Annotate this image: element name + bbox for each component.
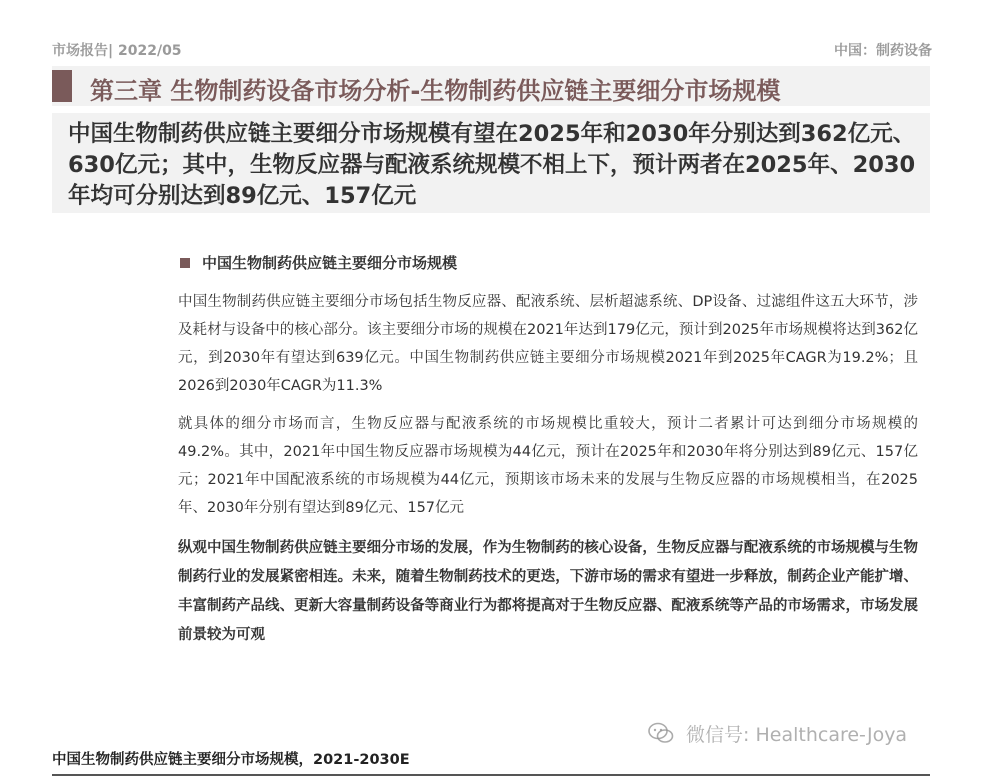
report-region-topic: 中国：制药设备 <box>834 43 932 59</box>
market-size-section <box>178 252 918 660</box>
figure-caption-bar <box>52 744 930 776</box>
title-accent-bar <box>52 70 72 102</box>
report-type-date: 市场报告| 2022/05 <box>52 43 182 59</box>
chapter-title: 第三章 生物制药设备市场分析-生物制药供应链主要细分市场规模 <box>90 77 781 105</box>
chapter-title-bar <box>52 66 930 106</box>
paragraph-overview: 中国生物制药供应链主要细分市场包括生物反应器、配液系统、层析超滤系统、DP设备、过滤组件这五大环节，涉及耗材与设备中的核心部分。该主要细分市场的规模在2021年达到179亿元，预计到2025年市场规模将达到362亿元，到2030年有望达到639亿元。中国生物制药供应链主要细分市场规模2021年到2025年CAGR为19.2%；且2026到2030年CAGR为11.3% <box>178 294 918 394</box>
paragraph-conclusion: 纵观中国生物制药供应链主要细分市场的发展，作为生物制药的核心设备，生物反应器与配液系统的市场规模与生物制药行业的发展紧密相连。未来，随着生物制药技术的更迭，下游市场的需求有望进一步释放，制药企业产能扩增、丰富制药产品线、更新大容量制药设备等商业行为都将提高对于生物反应器、配液系统等产品的市场需求，市场发展前景较为可观 <box>178 540 918 643</box>
paragraph-segments: 就具体的细分市场而言，生物反应器与配液系统的市场规模比重较大，预计二者累计可达到细分市场规模的49.2%。其中，2021年中国生物反应器市场规模为44亿元，预计在2025年和2030年将分别达到89亿元、157亿元；2021年中国配液系统的市场规模为44亿元，预期该市场未来的发展与生物反应器的市场规模相当，在2025年、2030年分别有望达到89亿元、157亿元 <box>178 416 918 516</box>
section-subtitle-row <box>178 252 918 276</box>
section-subtitle: 中国生物制药供应链主要细分市场规模 <box>202 254 458 272</box>
watermark-text: 微信号: Healthcare-Joya <box>686 724 908 746</box>
figure-caption: 中国生物制药供应链主要细分市场规模，2021-2030E <box>52 752 410 768</box>
headline-summary: 中国生物制药供应链主要细分市场规模有望在2025年和2030年分别达到362亿元、630亿元；其中，生物反应器与配液系统规模不相上下，预计两者在2025年、2030年均可分别达到89亿元、157亿元 <box>52 113 930 213</box>
report-header <box>52 34 932 64</box>
wechat-watermark <box>648 720 907 746</box>
square-bullet-icon <box>180 258 190 268</box>
